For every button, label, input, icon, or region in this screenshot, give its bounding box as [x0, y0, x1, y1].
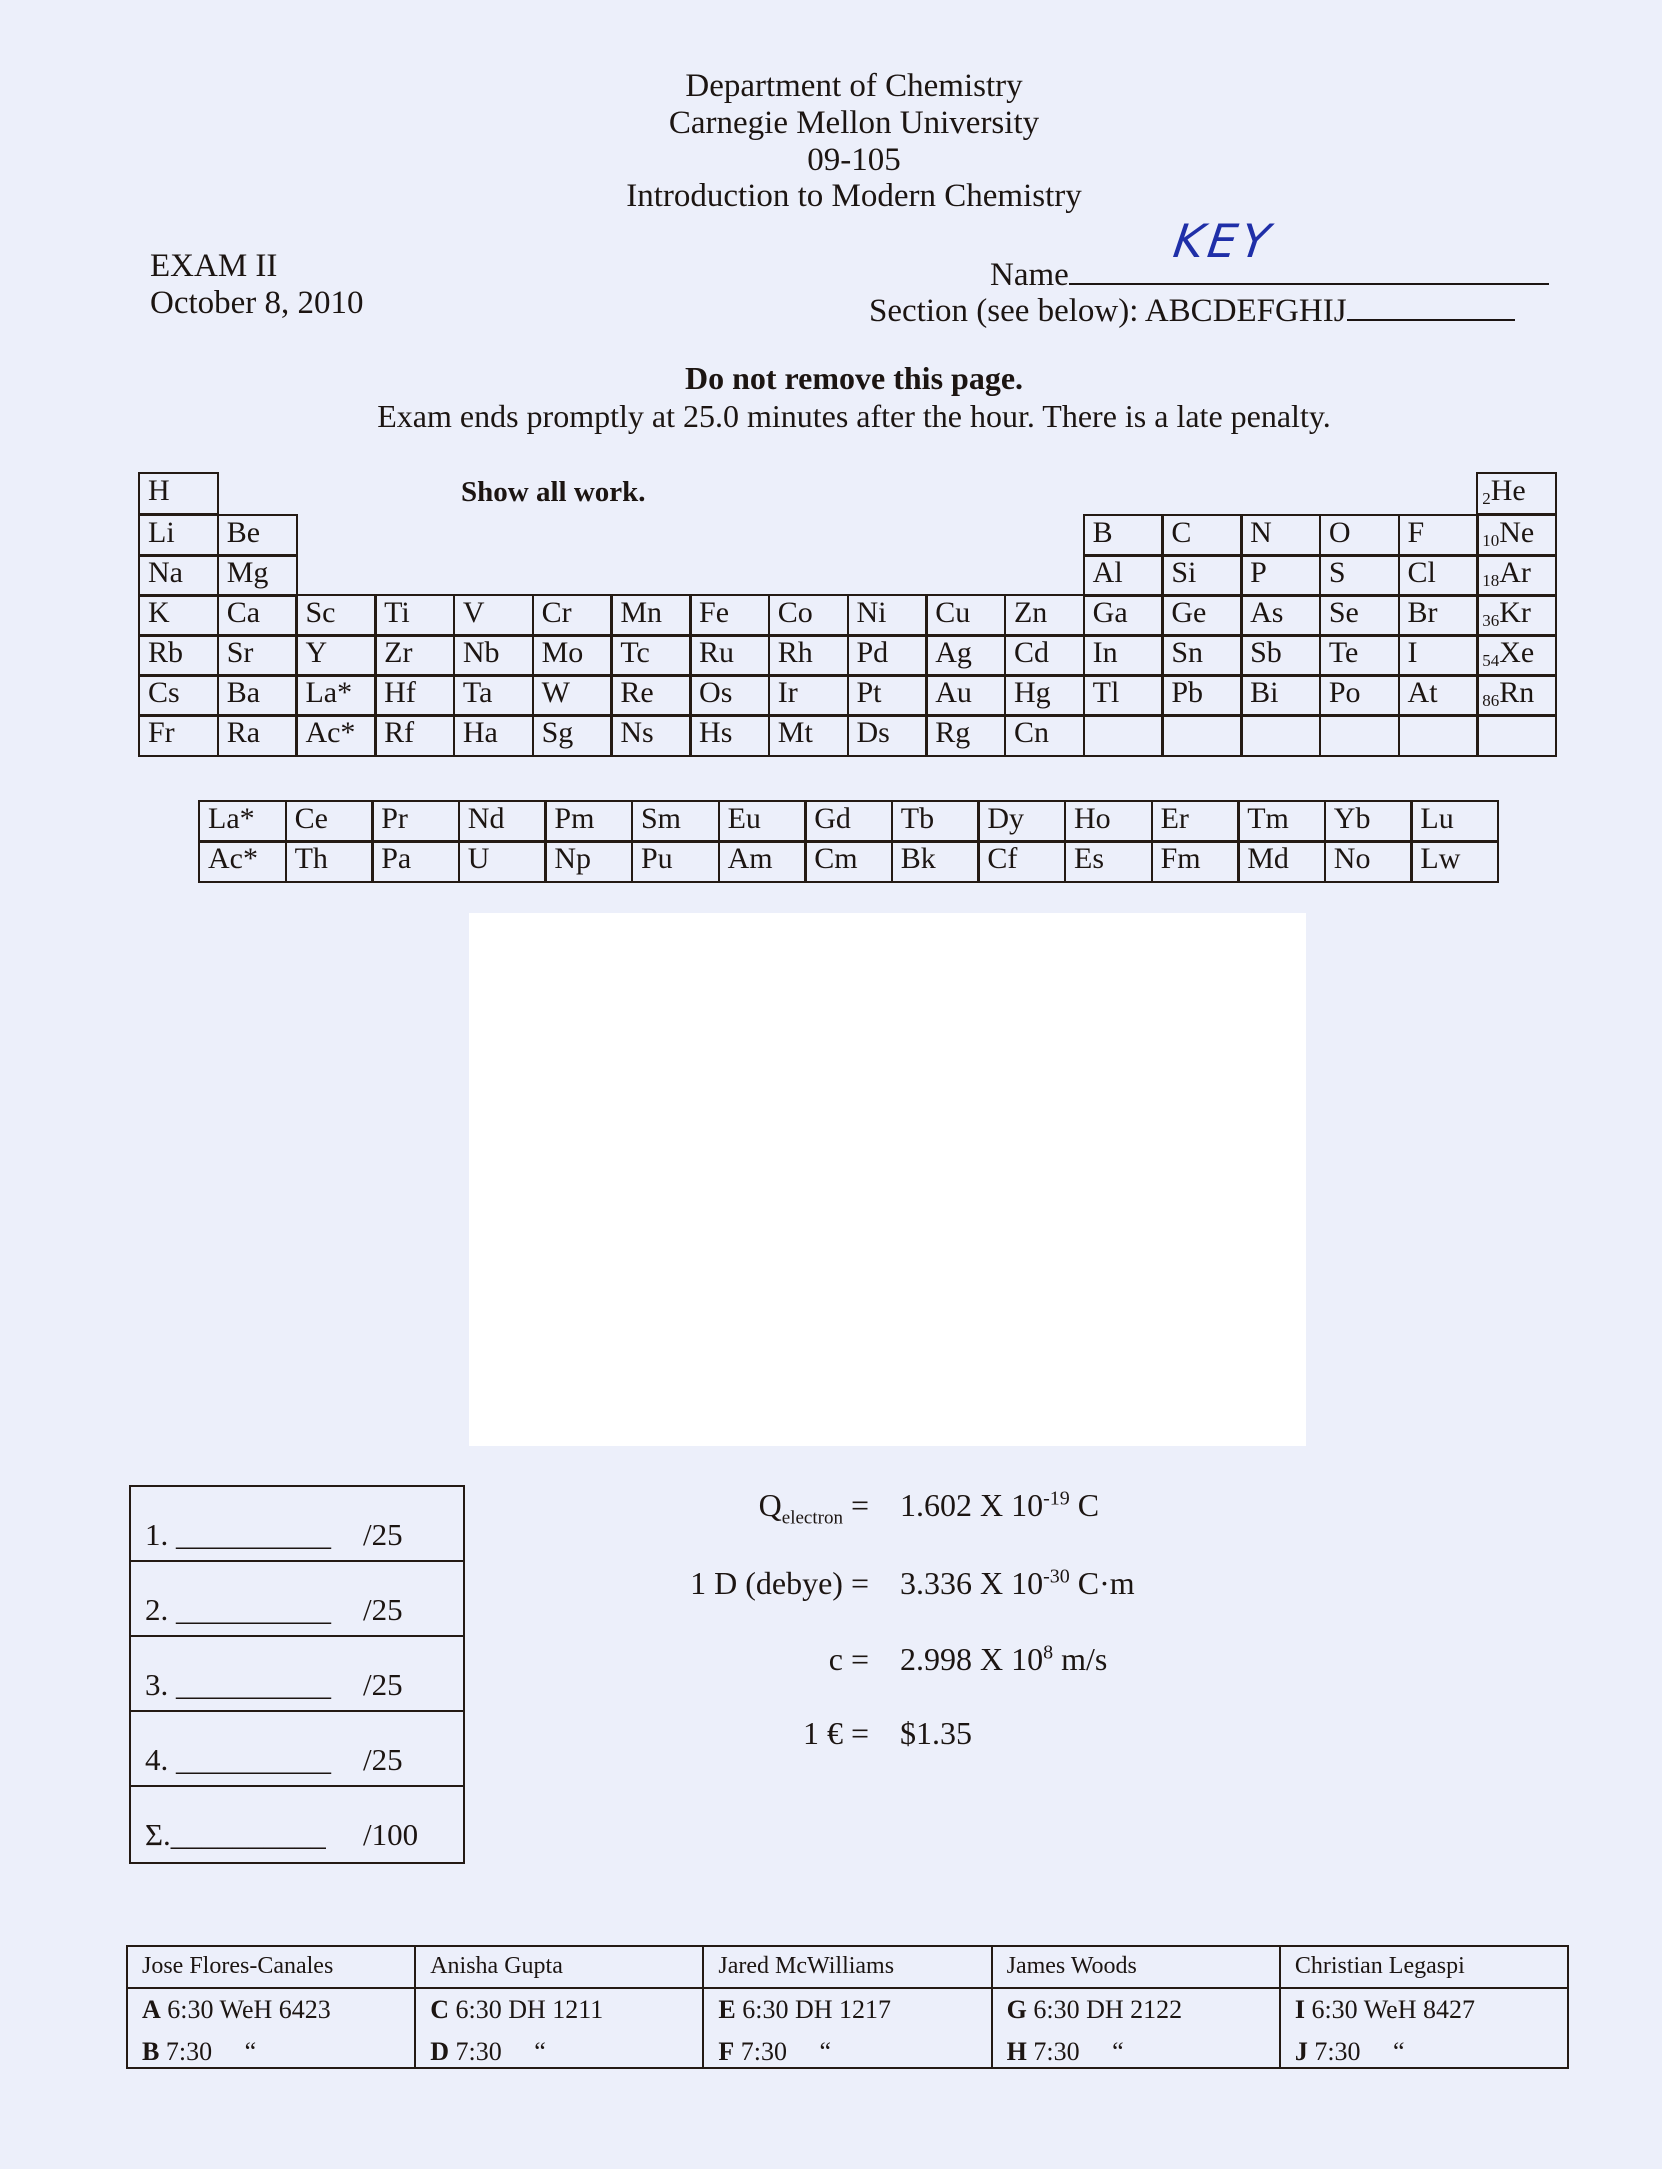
element-symbol: La*: [305, 676, 353, 709]
constant-value: $1.35: [900, 1715, 972, 1751]
element-cell-nb: [453, 634, 534, 677]
element-symbol: B: [1092, 516, 1113, 549]
element-symbol: Hg: [1013, 676, 1051, 709]
element-symbol: K: [148, 596, 170, 629]
element-cell-cs: [138, 674, 219, 717]
section-line: F 7:30 “: [718, 2037, 832, 2066]
element-cell-p: [1240, 554, 1321, 597]
name-field[interactable]: [990, 214, 1549, 293]
equals-sign: =: [842, 1641, 869, 1677]
element-symbol: Cn: [1013, 716, 1049, 749]
element-symbol: Ca: [226, 596, 261, 629]
element-symbol: Pb: [1171, 676, 1204, 709]
atomic-number: 86: [1482, 691, 1500, 710]
element-cell-ti: [374, 594, 455, 637]
element-cell-rf: [374, 714, 455, 757]
atomic-number: 36: [1482, 611, 1500, 630]
f-block-cell-no: No: [1324, 840, 1413, 883]
element-cell-n: [1240, 514, 1321, 557]
element-cell-ir: [768, 674, 849, 717]
element-cell-ra: [217, 714, 298, 757]
element-cell-hg: [1004, 674, 1085, 717]
element-symbol: Xe: [1499, 636, 1535, 669]
element-cell-cu: [925, 594, 1006, 637]
constant-unit: C·m: [1069, 1565, 1135, 1601]
element-cell-cd: [1004, 634, 1085, 677]
score-max: /25: [363, 1742, 403, 1777]
element-symbol: Y: [305, 636, 328, 669]
score-box: [129, 1485, 465, 1864]
f-block-cell-ho: Ho: [1064, 800, 1153, 843]
element-symbol: S: [1328, 556, 1346, 589]
element-cell-ta: [453, 674, 534, 717]
score-max: /25: [363, 1667, 403, 1702]
element-symbol: Mt: [777, 716, 813, 749]
element-symbol: Rh: [777, 636, 813, 669]
element-cell-ha: [453, 714, 534, 757]
element-cell-w: [532, 674, 613, 717]
f-block-cell-np: Np: [544, 840, 633, 883]
score-row-3: [131, 1637, 463, 1712]
section-line: J 7:30 “: [1294, 2037, 1405, 2066]
constant-label: c: [828, 1641, 843, 1677]
element-cell-hf: [374, 674, 455, 717]
element-cell-li: [138, 514, 219, 557]
element-symbol: Ag: [935, 636, 972, 669]
element-cell-k: [138, 594, 219, 637]
element-symbol: Ar: [1499, 556, 1531, 589]
element-symbol: Rg: [935, 716, 971, 749]
score-row-total: [131, 1787, 463, 1862]
element-symbol: Co: [777, 596, 813, 629]
element-cell-sg: [532, 714, 613, 757]
element-cell-empty: [1161, 714, 1242, 757]
element-symbol: Zn: [1013, 596, 1048, 629]
element-cell-ni: [847, 594, 928, 637]
section-line: I 6:30 WeH 8427: [1294, 1995, 1475, 2024]
element-cell-mt: [768, 714, 849, 757]
element-cell-mg: [217, 554, 298, 597]
element-cell-o: [1319, 514, 1400, 557]
element-cell-he: [1476, 472, 1557, 515]
element-symbol: W: [541, 676, 570, 709]
element-cell-empty: [1319, 714, 1400, 757]
constant-value: 3.336 X 10: [900, 1565, 1044, 1601]
element-cell-pt: [847, 674, 928, 717]
course-number: 09-105: [807, 142, 901, 178]
element-symbol: Pd: [856, 636, 889, 669]
element-symbol: Sb: [1250, 636, 1282, 669]
element-symbol: At: [1407, 676, 1438, 709]
element-cell-ne: [1476, 514, 1557, 557]
ta-name: Jose Flores-Canales: [128, 1947, 414, 1989]
score-label: Σ.__________: [145, 1817, 326, 1852]
constant-label: Q: [758, 1487, 782, 1523]
element-cell-cl: [1398, 554, 1479, 597]
score-max: /25: [363, 1592, 403, 1627]
element-symbol: Cr: [541, 596, 572, 629]
element-symbol: Ir: [777, 676, 798, 709]
constant-exponent: -19: [1043, 1487, 1070, 1510]
element-symbol: Tl: [1092, 676, 1120, 709]
f-block-cell-lw: Lw: [1410, 840, 1499, 883]
constant-unit: C: [1069, 1487, 1100, 1523]
element-cell-v: [453, 594, 534, 637]
element-symbol: Li: [148, 516, 175, 549]
score-label: 4. __________: [145, 1742, 331, 1777]
element-cell-sb: [1240, 634, 1321, 677]
element-cell-ns: [610, 714, 691, 757]
element-cell-kr: [1476, 594, 1557, 637]
element-cell-ge: [1161, 594, 1242, 637]
name-value-handwritten: KEY: [1170, 214, 1277, 268]
element-symbol: Cu: [935, 596, 971, 629]
f-block-cell-cf: Cf: [977, 840, 1066, 883]
element-symbol: Tc: [620, 636, 650, 669]
element-symbol: F: [1407, 516, 1425, 549]
f-block-cell-gd: Gd: [804, 800, 893, 843]
score-label: 2. __________: [145, 1592, 331, 1627]
element-symbol: He: [1490, 474, 1526, 507]
sections-table: [126, 1945, 1569, 2069]
element-symbol: Nb: [462, 636, 500, 669]
element-symbol: Te: [1328, 636, 1359, 669]
element-cell-rn: [1476, 674, 1557, 717]
element-symbol: Ha: [462, 716, 498, 749]
f-block-cell-sm: Sm: [631, 800, 720, 843]
element-symbol: Sr: [226, 636, 254, 669]
element-cell-mo: [532, 634, 613, 677]
element-cell-at: [1398, 674, 1479, 717]
section-column: [993, 1947, 1281, 2067]
element-cell-hs: [689, 714, 770, 757]
element-cell-au: [925, 674, 1006, 717]
exam-date: October 8, 2010: [150, 285, 364, 321]
score-label: 1. __________: [145, 1517, 331, 1552]
element-symbol: Br: [1407, 596, 1438, 629]
f-block-cell-ac: Ac*: [198, 840, 287, 883]
constant-exponent: -30: [1043, 1565, 1070, 1588]
f-block-cell-th: Th: [285, 840, 374, 883]
constant-label-subscript: electron: [781, 1507, 843, 1529]
element-cell-in: [1083, 634, 1164, 677]
element-symbol: Hf: [384, 676, 416, 709]
ta-name: Jared McWilliams: [704, 1947, 990, 1989]
element-symbol: Ns: [620, 716, 654, 749]
section-line: D 7:30 “: [430, 2037, 546, 2066]
element-symbol: Ni: [856, 596, 887, 629]
element-cell-re: [610, 674, 691, 717]
element-cell-zn: [1004, 594, 1085, 637]
constant-unit: m/s: [1053, 1641, 1108, 1677]
f-block-cell-ce: Ce: [285, 800, 374, 843]
score-max: /100: [363, 1817, 419, 1852]
ta-name: James Woods: [993, 1947, 1279, 1989]
element-symbol: Rn: [1499, 676, 1535, 709]
element-cell-fe: [689, 594, 770, 637]
element-symbol: Ac*: [305, 716, 356, 749]
element-cell-pb: [1161, 674, 1242, 717]
element-symbol: Pt: [856, 676, 882, 709]
element-cell-rh: [768, 634, 849, 677]
element-cell-h: [138, 472, 219, 515]
element-symbol: Bi: [1250, 676, 1279, 709]
f-block-cell-es: Es: [1064, 840, 1153, 883]
element-cell-na: [138, 554, 219, 597]
section-line: B 7:30 “: [142, 2037, 257, 2066]
element-symbol: Ga: [1092, 596, 1128, 629]
element-cell-empty: [1398, 714, 1479, 757]
course-title: Introduction to Modern Chemistry: [626, 178, 1082, 214]
f-block-cell-nd: Nd: [458, 800, 547, 843]
constant-label: 1 €: [802, 1715, 843, 1751]
element-symbol: Kr: [1499, 596, 1531, 629]
exam-timing-note: Exam ends promptly at 25.0 minutes after the hour. There is a late penalty.: [377, 398, 1331, 434]
show-all-work-note: Show all work.: [461, 476, 646, 508]
f-block-cell-dy: Dy: [977, 800, 1066, 843]
element-cell-fr: [138, 714, 219, 757]
element-symbol: Fr: [148, 716, 175, 749]
element-symbol: Be: [226, 516, 261, 549]
element-cell-al: [1083, 554, 1164, 597]
ta-name: Christian Legaspi: [1281, 1947, 1567, 1989]
exam-title: EXAM II: [150, 248, 278, 284]
do-not-remove-warning: Do not remove this page.: [684, 360, 1024, 396]
equals-sign: =: [842, 1715, 869, 1751]
element-symbol: Re: [620, 676, 654, 709]
score-row-1: [131, 1487, 463, 1562]
element-cell-pd: [847, 634, 928, 677]
element-symbol: Ta: [462, 676, 493, 709]
element-cell-po: [1319, 674, 1400, 717]
constant-exponent: 8: [1043, 1641, 1054, 1664]
element-cell-mn: [610, 594, 691, 637]
f-block-cell-pr: Pr: [371, 800, 460, 843]
element-symbol: Os: [699, 676, 733, 709]
section-field[interactable]: [869, 289, 1515, 329]
element-symbol: Rb: [148, 636, 184, 669]
element-symbol: Ds: [856, 716, 890, 749]
element-cell-f: [1398, 514, 1479, 557]
element-symbol: Ra: [226, 716, 261, 749]
section-line: A 6:30 WeH 6423: [142, 1995, 331, 2024]
element-cell-se: [1319, 594, 1400, 637]
element-cell-br: [1398, 594, 1479, 637]
element-symbol: I: [1407, 636, 1418, 669]
f-block-cell-lu: Lu: [1410, 800, 1499, 843]
element-cell-b: [1083, 514, 1164, 557]
element-cell-empty: [1083, 714, 1164, 757]
constant-label: 1 D (debye): [690, 1565, 843, 1601]
element-symbol: V: [462, 596, 485, 629]
element-symbol: Na: [148, 556, 183, 589]
element-cell-os: [689, 674, 770, 717]
constant-value: 1.602 X 10: [900, 1487, 1044, 1523]
element-cell-ba: [217, 674, 298, 717]
element-symbol: Sg: [541, 716, 574, 749]
f-block-table: [198, 800, 1497, 884]
element-cell-ar: [1476, 554, 1557, 597]
element-symbol: N: [1250, 516, 1272, 549]
atomic-number: 2: [1482, 489, 1491, 508]
atomic-number: 18: [1482, 571, 1500, 590]
f-block-cell-cm: Cm: [804, 840, 893, 883]
element-symbol: Ru: [699, 636, 735, 669]
element-symbol: Cs: [148, 676, 180, 709]
element-symbol: Sc: [305, 596, 336, 629]
section-column: [704, 1947, 992, 2067]
ta-name: Anisha Gupta: [416, 1947, 702, 1989]
element-cell-c: [1161, 514, 1242, 557]
periodic-table: [138, 472, 1555, 758]
element-cell-la: [295, 674, 376, 717]
f-block-cell-yb: Yb: [1324, 800, 1413, 843]
element-cell-zr: [374, 634, 455, 677]
f-block-cell-fm: Fm: [1151, 840, 1240, 883]
atomic-number: 10: [1482, 531, 1500, 550]
element-cell-ac: [295, 714, 376, 757]
f-block-cell-u: U: [458, 840, 547, 883]
element-symbol: Ne: [1499, 516, 1535, 549]
department-name: Department of Chemistry: [685, 68, 1023, 104]
f-block-cell-pm: Pm: [544, 800, 633, 843]
f-block-cell-eu: Eu: [718, 800, 807, 843]
element-cell-s: [1319, 554, 1400, 597]
score-label: 3. __________: [145, 1667, 331, 1702]
element-symbol: Zr: [384, 636, 413, 669]
section-label: Section (see below): ABCDEFGHIJ: [869, 293, 1347, 329]
section-line: H 7:30 “: [1006, 2037, 1124, 2066]
section-line: G 6:30 DH 2122: [1006, 1995, 1183, 2024]
element-cell-cr: [532, 594, 613, 637]
element-cell-y: [295, 634, 376, 677]
element-symbol: Hs: [699, 716, 733, 749]
f-block-cell-pu: Pu: [631, 840, 720, 883]
element-symbol: Mg: [226, 556, 269, 589]
element-cell-empty: [1476, 714, 1557, 757]
element-symbol: H: [148, 474, 170, 507]
element-symbol: Rf: [384, 716, 415, 749]
equals-sign: =: [842, 1487, 869, 1523]
element-symbol: In: [1092, 636, 1118, 669]
f-block-cell-la: La*: [198, 800, 287, 843]
element-symbol: Ba: [226, 676, 261, 709]
element-symbol: Al: [1092, 556, 1123, 589]
element-cell-ga: [1083, 594, 1164, 637]
element-symbol: Mn: [620, 596, 663, 629]
atomic-number: 54: [1482, 651, 1500, 670]
element-cell-be: [217, 514, 298, 557]
score-row-4: [131, 1712, 463, 1787]
element-symbol: Ge: [1171, 596, 1207, 629]
element-symbol: C: [1171, 516, 1192, 549]
element-cell-tc: [610, 634, 691, 677]
constant-value: 2.998 X 10: [900, 1641, 1044, 1677]
section-column: [1281, 1947, 1567, 2067]
element-symbol: Mo: [541, 636, 584, 669]
element-symbol: Cl: [1407, 556, 1436, 589]
section-column: [128, 1947, 416, 2067]
element-cell-te: [1319, 634, 1400, 677]
element-cell-ag: [925, 634, 1006, 677]
score-max: /25: [363, 1517, 403, 1552]
element-cell-si: [1161, 554, 1242, 597]
element-symbol: Sn: [1171, 636, 1204, 669]
section-column: [416, 1947, 704, 2067]
element-symbol: P: [1250, 556, 1267, 589]
element-cell-cn: [1004, 714, 1085, 757]
equals-sign: =: [842, 1565, 869, 1601]
section-line: E 6:30 DH 1217: [718, 1995, 892, 2024]
f-block-cell-pa: Pa: [371, 840, 460, 883]
element-cell-co: [768, 594, 849, 637]
element-cell-as: [1240, 594, 1321, 637]
element-cell-xe: [1476, 634, 1557, 677]
f-block-cell-am: Am: [718, 840, 807, 883]
element-symbol: Fe: [699, 596, 730, 629]
f-block-cell-tm: Tm: [1237, 800, 1326, 843]
element-symbol: Po: [1328, 676, 1361, 709]
element-symbol: Au: [935, 676, 972, 709]
name-label: Name: [990, 257, 1069, 293]
score-row-2: [131, 1562, 463, 1637]
f-block-cell-tb: Tb: [891, 800, 980, 843]
element-cell-ru: [689, 634, 770, 677]
element-symbol: Se: [1328, 596, 1359, 629]
element-cell-sr: [217, 634, 298, 677]
element-cell-rb: [138, 634, 219, 677]
redacted-blank-area: [469, 913, 1306, 1446]
element-cell-i: [1398, 634, 1479, 677]
element-symbol: Ti: [384, 596, 410, 629]
section-line: C 6:30 DH 1211: [430, 1995, 604, 2024]
element-cell-empty: [1240, 714, 1321, 757]
f-block-cell-er: Er: [1151, 800, 1240, 843]
element-symbol: Cd: [1013, 636, 1049, 669]
f-block-cell-bk: Bk: [891, 840, 980, 883]
element-symbol: Si: [1171, 556, 1197, 589]
element-cell-ca: [217, 594, 298, 637]
f-block-cell-md: Md: [1237, 840, 1326, 883]
element-cell-rg: [925, 714, 1006, 757]
element-cell-bi: [1240, 674, 1321, 717]
element-cell-tl: [1083, 674, 1164, 717]
element-cell-sn: [1161, 634, 1242, 677]
element-symbol: As: [1250, 596, 1284, 629]
element-cell-ds: [847, 714, 928, 757]
university-name: Carnegie Mellon University: [668, 105, 1040, 141]
element-cell-sc: [295, 594, 376, 637]
element-symbol: O: [1328, 516, 1351, 549]
